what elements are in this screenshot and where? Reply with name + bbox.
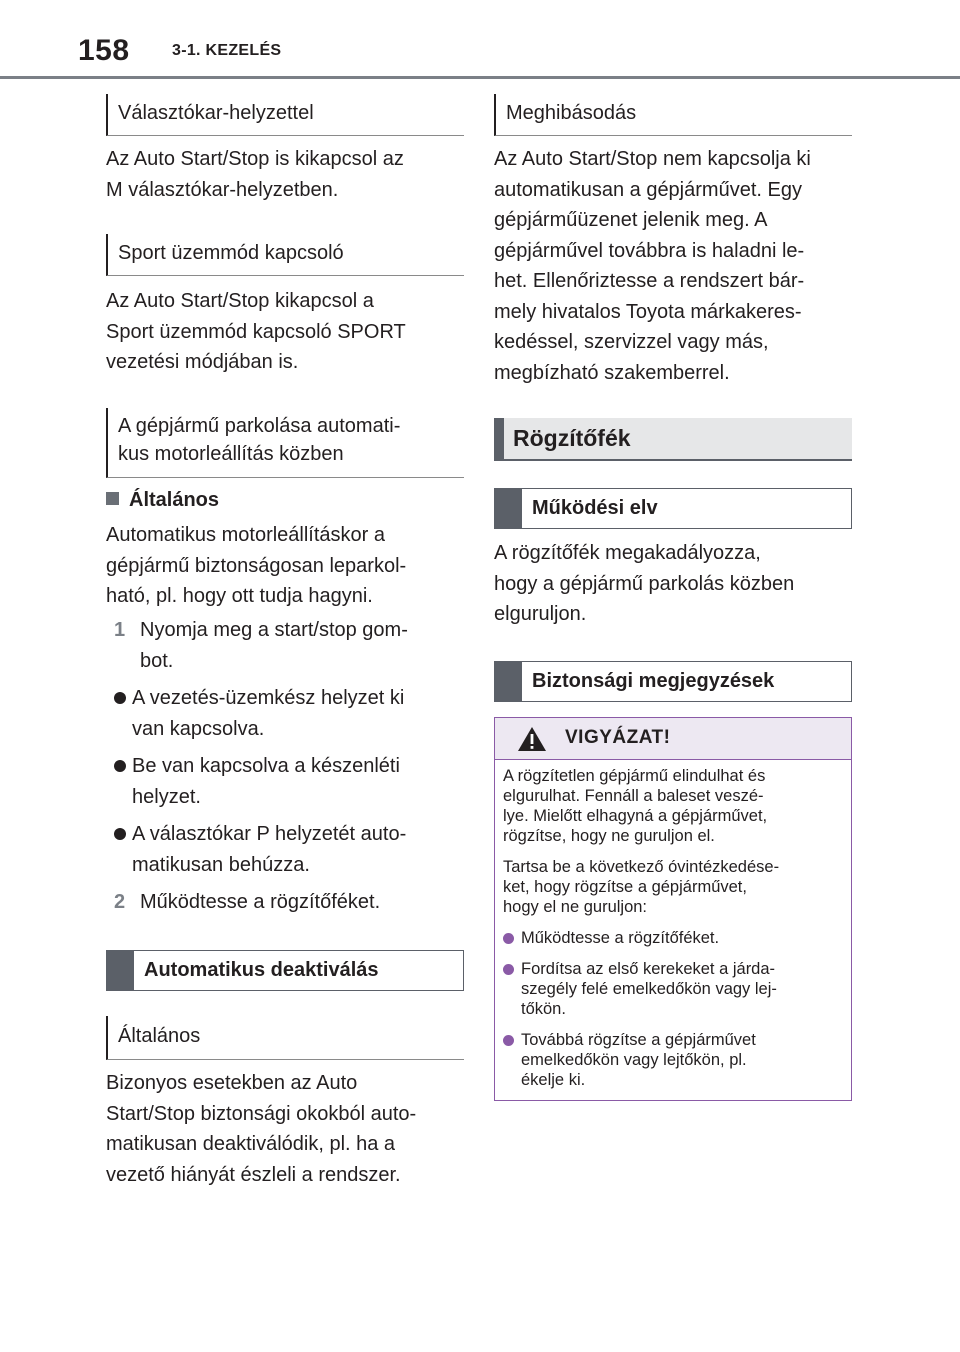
warning-paragraph [503,857,841,917]
bullet-item [106,751,464,812]
text-line: vezető hiányát észleli a rendszer. [106,1163,401,1186]
paragraph-parking-brake [494,538,852,630]
text-line: mely hivatalos Toyota márkakeres- [494,300,802,323]
section-title: 3-1. KEZELÉS [172,42,282,59]
header-rule [0,76,960,79]
text-line: Bizonyos esetekben az Auto [106,1072,358,1094]
bullet-item [106,819,464,880]
text-line: helyzet. [132,785,201,808]
text-line: matikusan deaktiválódik, pl. ha a [106,1133,396,1155]
text-line: van kapcsolva. [132,717,265,740]
text-line: ket, hogy rögzítse a gépjárművet, [503,878,747,896]
warning-item [503,1030,841,1090]
step-number: 1 [114,619,126,641]
text-line: vezetési módjában is. [106,351,299,373]
subheading-parking [106,408,464,478]
subheading-selector-position: Választókar-helyzettel [106,94,464,136]
text-line: hogy a gépjármű parkolás közben [494,572,795,595]
warning-title: VIGYÁZAT! [565,727,671,748]
text-line: emelkedőkön vagy lejtőkön, pl. [521,1051,747,1069]
paragraph-sport-mode [106,286,464,378]
text-line: matikusan behúzza. [132,853,310,876]
text-line: A vezetés-üzemkész helyzet ki [132,687,405,709]
text-line: Sport üzemmód kapcsoló SPORT [106,320,406,343]
text-line: Az Auto Start/Stop is kikapcsol az [106,148,404,170]
paragraph-malfunction [494,144,852,388]
warning-header [495,718,851,760]
text-line: kus motorleállítás közben [118,443,344,465]
text-line: Továbbá rögzítse a gépjárművet [521,1031,756,1049]
text-line: Automatikus motorleállításkor a [106,524,386,546]
text-line: kedéssel, szervizzel vagy más, [494,331,769,353]
warning-bullet-icon [503,933,514,944]
text-line: Fordítsa az első kerekeket a járda- [521,960,776,978]
subheading-malfunction: Meghibásodás [494,94,852,136]
text-line: Nyomja meg a start/stop gom- [140,619,408,641]
text-line: A rögzítetlen gépjármű elindulhat és [503,767,766,785]
heading-operating-principle: Működési elv [494,488,852,529]
text-line: M választókar-helyzetben. [106,178,339,201]
text-line: elguruljon. [494,603,587,625]
warning-item [503,928,841,948]
text-line: lye. Mielőtt elhagyná a gépjárművet, [503,807,768,825]
warning-body [495,760,851,1100]
paragraph-auto-stop [106,520,464,612]
text-line: Működtesse a rögzítőféket. [140,891,381,913]
subheading-sport-mode: Sport üzemmód kapcsoló [106,234,464,276]
text-line: rögzítse, hogy ne guruljon el. [503,827,715,845]
text-line: Be van kapcsolva a készenléti [132,755,400,777]
warning-triangle-icon [517,726,547,752]
bullet-dot-icon [114,828,126,840]
text-line: Tartsa be a következő óvintézkedése- [503,858,780,876]
text-line: hogy el ne guruljon: [503,898,648,916]
text-line: ékelje ki. [521,1071,586,1089]
text-line: het. Ellenőriztesse a rendszert bár- [494,270,805,292]
text-line: A választókar P helyzetét auto- [132,823,407,845]
text-line: automatikusan a gépjárművet. Egy [494,178,802,201]
text-line: szegély felé emelkedőkön vagy lej- [521,980,777,998]
heading-parking-brake: Rögzítőfék [494,418,852,461]
square-bullet-icon [106,492,119,505]
text-line: Működtesse a rögzítőféket. [521,929,720,947]
text-line: gépjárművel továbbra is haladni le- [494,239,805,262]
step-2 [106,887,464,918]
text-line: elgurulhat. Fennáll a baleset veszé- [503,787,764,805]
text-line: ható, pl. hogy ott tudja hagyni. [106,585,373,607]
warning-bullet-icon [503,1035,514,1046]
paragraph-selector-position [106,144,464,205]
general-heading [106,487,219,513]
bullet-dot-icon [114,760,126,772]
bullet-text [132,751,464,812]
text-line: tőkön. [521,1000,566,1018]
warning-box [494,717,852,1101]
warning-bullet-icon [503,964,514,975]
bullet-text [132,683,464,744]
general-heading-label: Általános [129,489,220,511]
subheading-general: Általános [106,1016,464,1060]
step-text [140,615,464,676]
warning-item [503,959,841,1019]
text-line: A gépjármű parkolása automati- [118,415,401,437]
text-line: gépjármű biztonságosan leparkol- [106,554,407,577]
heading-auto-deactivation: Automatikus deaktiválás [106,950,464,991]
heading-safety-notes: Biztonsági megjegyzések [494,661,852,702]
text-line: gépjárműüzenet jelenik meg. A [494,209,768,231]
text-line: Az Auto Start/Stop nem kapcsolja ki [494,148,811,170]
text-line: bot. [140,649,174,672]
step-number: 2 [114,891,126,913]
bullet-dot-icon [114,692,126,704]
text-line: Az Auto Start/Stop kikapcsol a [106,290,374,312]
bullet-text [132,819,464,880]
step-1 [106,615,464,676]
page-number: 158 [78,34,130,67]
paragraph-deactivation [106,1068,464,1190]
bullet-item [106,683,464,744]
text-line: megbízható szakemberrel. [494,361,730,384]
step-text [140,887,464,918]
warning-paragraph [503,766,841,846]
text-line: A rögzítőfék megakadályozza, [494,542,761,564]
text-line: Start/Stop biztonsági okokból auto- [106,1102,417,1125]
